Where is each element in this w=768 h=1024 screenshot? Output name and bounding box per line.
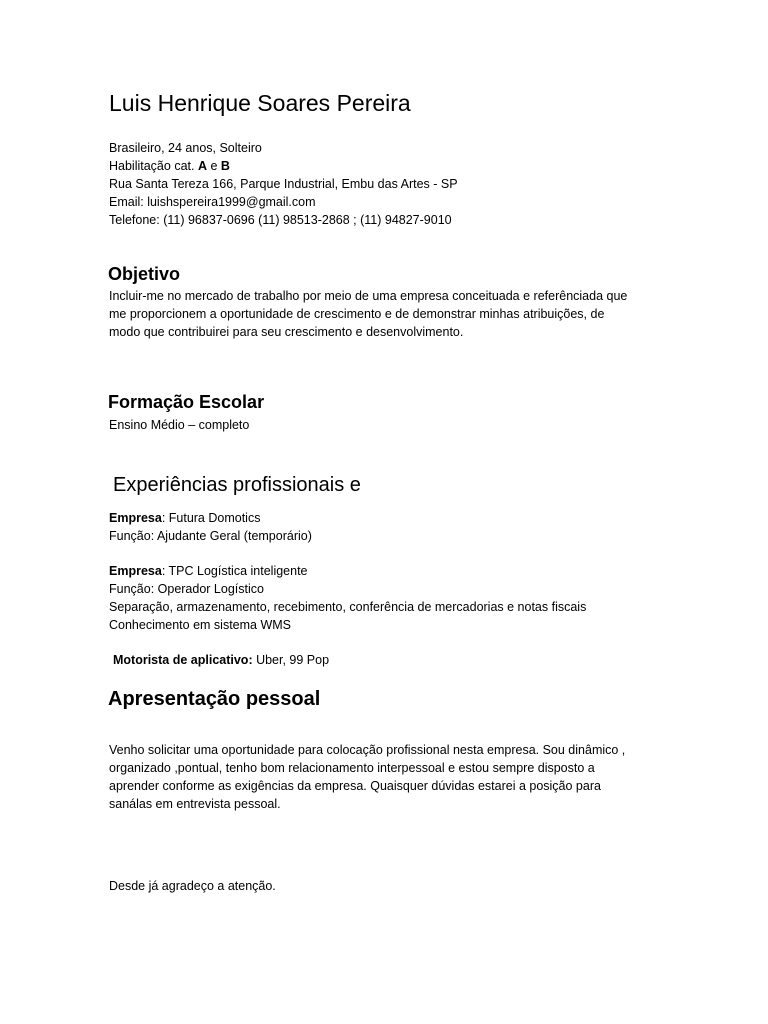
job-role: Função: Ajudante Geral (temporário): [109, 529, 312, 543]
job-2: [109, 562, 586, 634]
job-detail: Separação, armazenamento, recebimento, conferência de mercadorias e notas fiscais: [109, 600, 587, 614]
phone: Telefone: (11) 96837-0696 (11) 98513-2868 ; (11) 94827-9010: [109, 213, 452, 227]
job-1: [109, 509, 312, 545]
personal-info: Brasileiro, 24 anos, Solteiro: [109, 141, 262, 155]
company-name: : TPC Logística inteligente: [161, 564, 308, 578]
presentation-text: [109, 741, 625, 813]
license-a: A: [197, 159, 207, 173]
objective-line: Incluir-me no mercado de trabalho por meio de uma empresa conceituada e referênciada que: [109, 289, 628, 303]
education-item: Ensino Médio – completo: [109, 418, 250, 432]
presentation-line: organizado ,pontual, tenho bom relacionamento interpessoal e estou sempre disposto a: [109, 761, 595, 775]
email: Email: luishspereira1999@gmail.com: [109, 195, 316, 209]
license-info: [109, 157, 458, 175]
driver-line: [113, 651, 329, 669]
objective-text: [109, 287, 627, 341]
presentation-title: Apresentação pessoal: [108, 688, 321, 710]
job-company: [109, 509, 312, 527]
address: Rua Santa Tereza 166, Parque Industrial, Embu das Artes - SP: [109, 177, 458, 191]
closing-line: Desde já agradeço a atenção.: [109, 879, 276, 893]
job-role: Função: Operador Logístico: [109, 582, 264, 596]
job-company: [109, 562, 586, 580]
job-detail: Conhecimento em sistema WMS: [109, 618, 292, 632]
license-b: B: [220, 159, 230, 173]
presentation-line: aprender conforme as exigências da empresa. Quaisquer dúvidas estarei a posição para: [109, 779, 601, 793]
company-name: : Futura Domotics: [161, 511, 261, 525]
presentation-line: sanálas em entrevista pessoal.: [109, 797, 281, 811]
license-prefix: Habilitação cat.: [109, 159, 198, 173]
driver-label: Motorista de aplicativo:: [113, 653, 253, 667]
company-label: Empresa: [109, 564, 162, 578]
objective-line: me proporcionem a oportunidade de crescimento e de demonstrar minhas atribuições, de: [109, 307, 605, 321]
experience-title: Experiências profissionais e: [113, 474, 361, 496]
candidate-name: Luis Henrique Soares Pereira: [109, 90, 411, 116]
objective-title: Objetivo: [108, 264, 181, 284]
contact-block: [109, 139, 458, 229]
company-label: Empresa: [109, 511, 162, 525]
driver-value: Uber, 99 Pop: [252, 653, 330, 667]
objective-line: modo que contribuirei para seu crescimento e desenvolvimento.: [109, 325, 464, 339]
education-title: Formação Escolar: [108, 392, 265, 412]
license-mid: e: [206, 159, 221, 173]
presentation-line: Venho solicitar uma oportunidade para colocação profissional nesta empresa. Sou dinâmico ,: [109, 743, 626, 757]
